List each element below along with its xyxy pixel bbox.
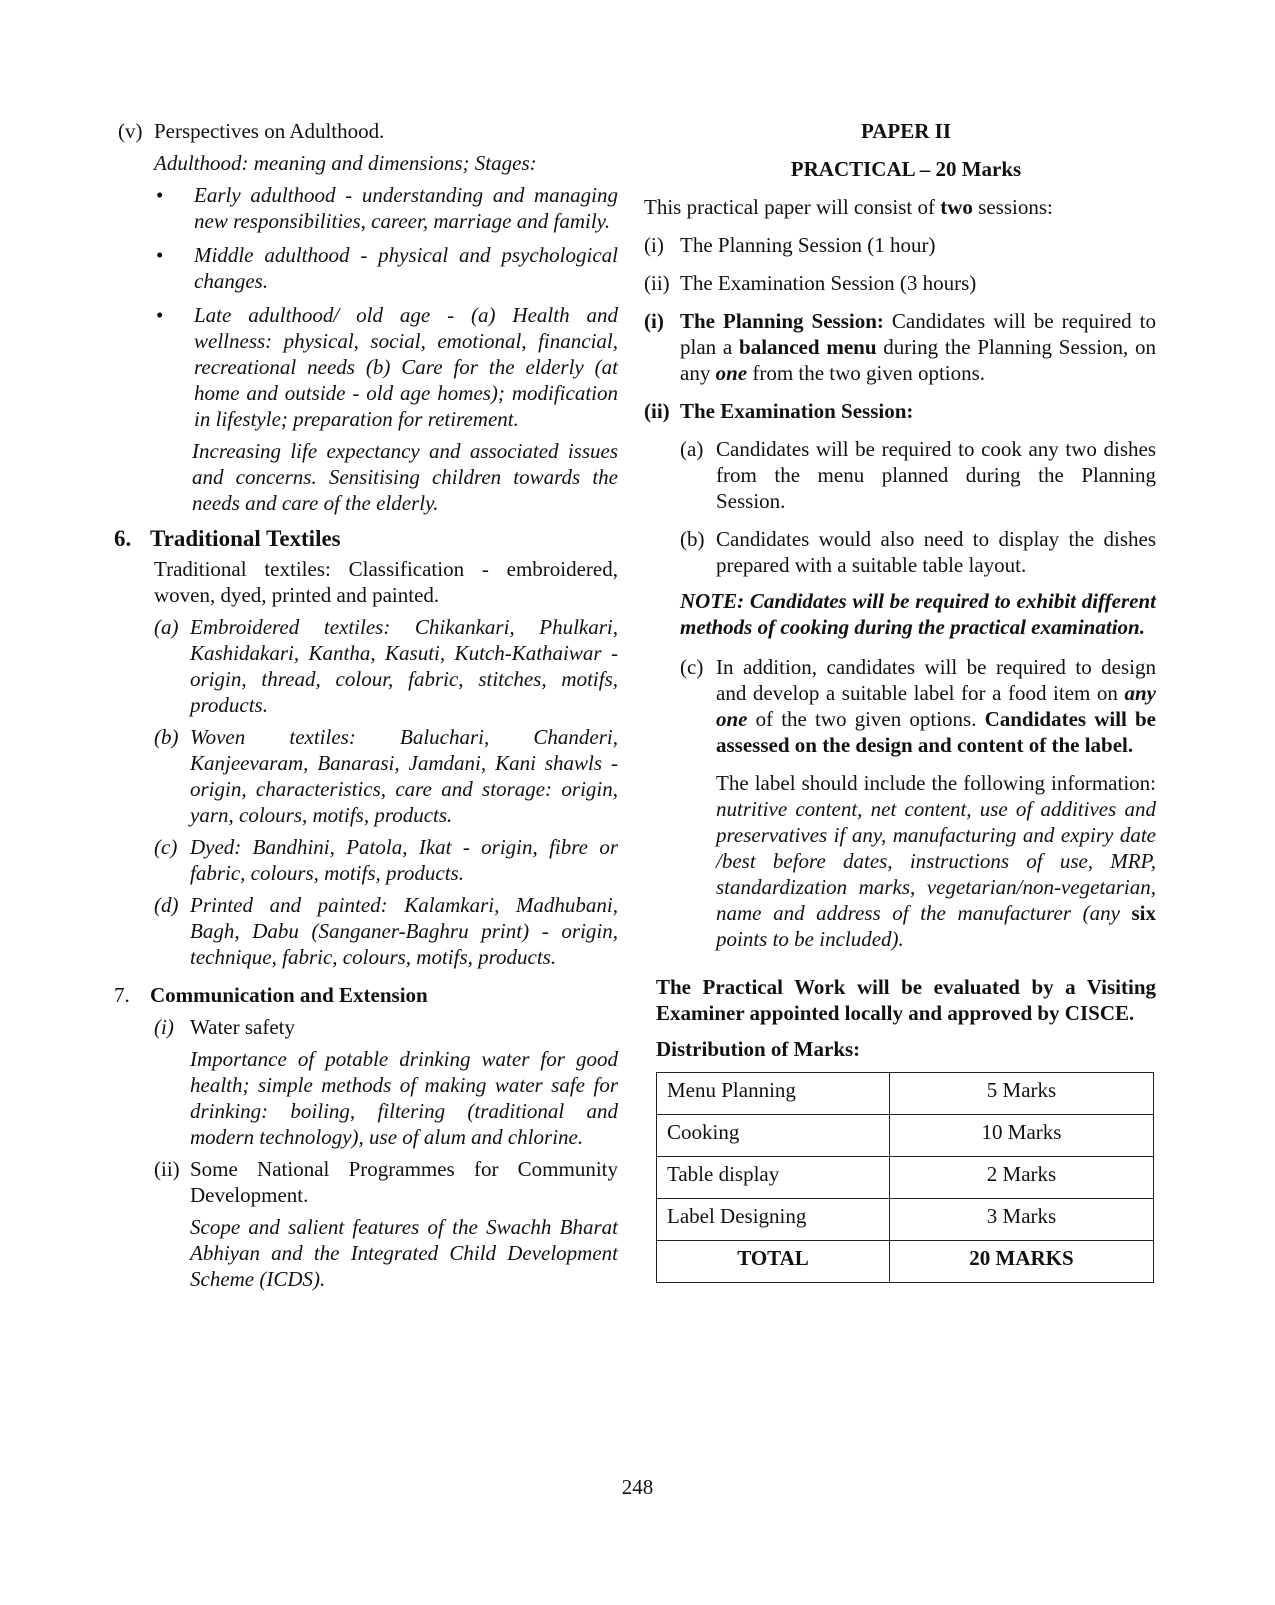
item-title: Water safety: [190, 1015, 295, 1039]
table-total-row: [657, 1241, 1154, 1283]
c-any: any one: [716, 681, 1156, 731]
marks-table: [656, 1072, 1154, 1283]
list-item: [154, 182, 618, 234]
planning-text: [680, 308, 1156, 386]
practical-intro: [644, 194, 1156, 220]
table-cell: Label Designing: [657, 1199, 890, 1241]
intro-text-end: sessions:: [972, 195, 1053, 219]
list-item: [154, 614, 618, 718]
item-text: Candidates would also need to display the dishes prepared with a suitable table layout.: [716, 527, 1156, 577]
table-cell: 5 Marks: [890, 1073, 1154, 1115]
c-t1: In addition, candidates will be required to design and develop a suitable label for a food item on: [716, 655, 1156, 705]
label-italic: nutritive content, net content, use of additives and preservatives if any, manufacturing and expiry date /best before dates, instructions of use, MRP, standardization marks, vegetarian/non-vegetarian, name and address of the manufacturer (any: [716, 797, 1156, 925]
section-7-number: 7.: [114, 983, 130, 1007]
exam-session: [644, 398, 1156, 424]
practical-title: PRACTICAL – 20 Marks: [790, 157, 1022, 181]
label-end: points to be included).: [716, 927, 904, 951]
section-7-heading: [114, 982, 618, 1008]
list-item: [680, 654, 1156, 758]
page-number: 248: [621, 1475, 654, 1499]
item-text: Candidates will be required to cook any two dishes from the menu planned during the Planning Session.: [716, 437, 1156, 513]
item-text: [716, 654, 1156, 758]
table-cell: Table display: [657, 1157, 890, 1199]
section-6-number: 6.: [114, 526, 132, 551]
list-item: [154, 724, 618, 828]
item-text: Printed and painted: Kalamkari, Madhubani, Bagh, Dabu (Sanganer-Baghru print) - origin, technique, fabric, colours, motifs, products.: [190, 893, 618, 969]
section-v-label: (v): [118, 119, 143, 143]
planning-t3: from the two given options.: [747, 361, 986, 385]
section-6-intro: Traditional textiles: Classification - embroidered, woven, dyed, printed and painted.: [154, 557, 618, 607]
section-6-heading: [114, 526, 618, 552]
bullet: •: [156, 183, 164, 207]
planning-head: The Planning Session:: [680, 309, 884, 333]
c-t2: of the two given options.: [747, 707, 985, 731]
list-item: [154, 242, 618, 294]
planning-one: one: [715, 361, 748, 385]
list-item: [154, 892, 618, 970]
item-label: (ii): [644, 271, 670, 295]
item-label: (a): [154, 615, 179, 639]
item-label: (ii): [154, 1157, 180, 1181]
item-text: The Planning Session (1 hour): [680, 233, 936, 257]
planning-bold: balanced menu: [739, 335, 877, 359]
section-7-ii: [154, 1156, 618, 1208]
list-item: [644, 232, 1156, 258]
distribution-title: Distribution of Marks:: [656, 1037, 861, 1061]
intro-emphasis: two: [940, 195, 973, 219]
label-t1: The label should include the following information:: [716, 771, 1156, 795]
item-label: (i): [644, 233, 664, 257]
list-item: [154, 302, 618, 432]
table-row: [657, 1115, 1154, 1157]
item-label: (i): [644, 309, 664, 333]
paper-title: PAPER II: [860, 119, 952, 143]
table-cell: Menu Planning: [657, 1073, 890, 1115]
item-label: (ii): [644, 399, 670, 423]
item-text: The Examination Session (3 hours): [680, 271, 977, 295]
list-item: [680, 436, 1156, 514]
item-text: Woven textiles: Baluchari, Chanderi, Kanjeevaram, Banarasi, Jamdani, Kani shawls - origin, characteristics, care and storage: origin, yarn, colours, motifs, products.: [190, 725, 618, 827]
label-six: six: [1131, 901, 1156, 925]
total-label: TOTAL: [657, 1241, 890, 1283]
item-label: (c): [680, 655, 704, 679]
item-label: (i): [154, 1015, 174, 1039]
intro-text: This practical paper will consist of: [644, 195, 941, 219]
section-v-extra: Increasing life expectancy and associated issues and concerns. Sensitising children towards the needs and care of the elderly.: [192, 439, 618, 515]
table-cell: 3 Marks: [890, 1199, 1154, 1241]
item-label: (b): [680, 527, 705, 551]
label-info: [716, 770, 1156, 952]
section-7-i-text: Importance of potable drinking water for good health; simple methods of making water safe for drinking: boiling, filtering (traditional and modern technology), use of alum and chlorine.: [190, 1047, 618, 1149]
bullet: •: [156, 243, 164, 267]
section-v: [118, 118, 618, 144]
table-row: [657, 1073, 1154, 1115]
table-row: [657, 1199, 1154, 1241]
left-column: [114, 118, 618, 1292]
item-title: Some National Programmes for Community Development.: [190, 1157, 618, 1207]
section-v-title: Perspectives on Adulthood.: [154, 119, 385, 143]
planning-t1: Candidates will be required to plan a: [680, 309, 1156, 359]
item-text: Dyed: Bandhini, Patola, Ikat - origin, fibre or fabric, colours, motifs, products.: [190, 835, 618, 885]
list-item: [644, 270, 1156, 296]
item-label: (b): [154, 725, 179, 749]
bullet-text: Early adulthood - understanding and managing new responsibilities, career, marriage and family.: [194, 183, 618, 233]
table-cell: 2 Marks: [890, 1157, 1154, 1199]
c-bold: Candidates will be assessed on the design and content of the label.: [716, 707, 1156, 757]
item-text: Embroidered textiles: Chikankari, Phulkari, Kashidakari, Kantha, Kasuti, Kutch-Kathaiwar - origin, thread, colour, fabric, stitches, motifs, products.: [190, 615, 618, 717]
section-7-ii-text: Scope and salient features of the Swachh Bharat Abhiyan and the Integrated Child Development Scheme (ICDS).: [190, 1215, 618, 1291]
exam-head: The Examination Session:: [680, 399, 914, 423]
planning-session: [644, 308, 1156, 386]
right-column: [644, 118, 1156, 1283]
bullet: •: [156, 303, 164, 327]
table-cell: Cooking: [657, 1115, 890, 1157]
section-v-intro: Adulthood: meaning and dimensions; Stages:: [154, 151, 537, 175]
planning-t2: during the Planning Session, on any: [680, 335, 1156, 385]
table-cell: 10 Marks: [890, 1115, 1154, 1157]
list-item: [154, 834, 618, 886]
item-label: (d): [154, 893, 179, 917]
section-7-title: Communication and Extension: [150, 983, 428, 1007]
bullet-text: Late adulthood/ old age - (a) Health and wellness: physical, social, emotional, financial, recreational needs (b) Care for the elderly (at home and outside - old age homes); modification in lifestyle; preparation for retirement.: [194, 303, 618, 431]
evaluation-note: The Practical Work will be evaluated by a Visiting Examiner appointed locally and approved by CISCE.: [656, 975, 1156, 1025]
item-label: (c): [154, 835, 178, 859]
bullet-text: Middle adulthood - physical and psychological changes.: [194, 243, 618, 293]
section-6-title: Traditional Textiles: [150, 526, 341, 551]
section-7-i: [154, 1014, 618, 1040]
note: NOTE: Candidates will be required to exhibit different methods of cooking during the practical examination.: [680, 589, 1156, 639]
list-item: [680, 526, 1156, 578]
item-label: (a): [680, 437, 704, 461]
total-marks: 20 MARKS: [890, 1241, 1154, 1283]
table-row: [657, 1157, 1154, 1199]
